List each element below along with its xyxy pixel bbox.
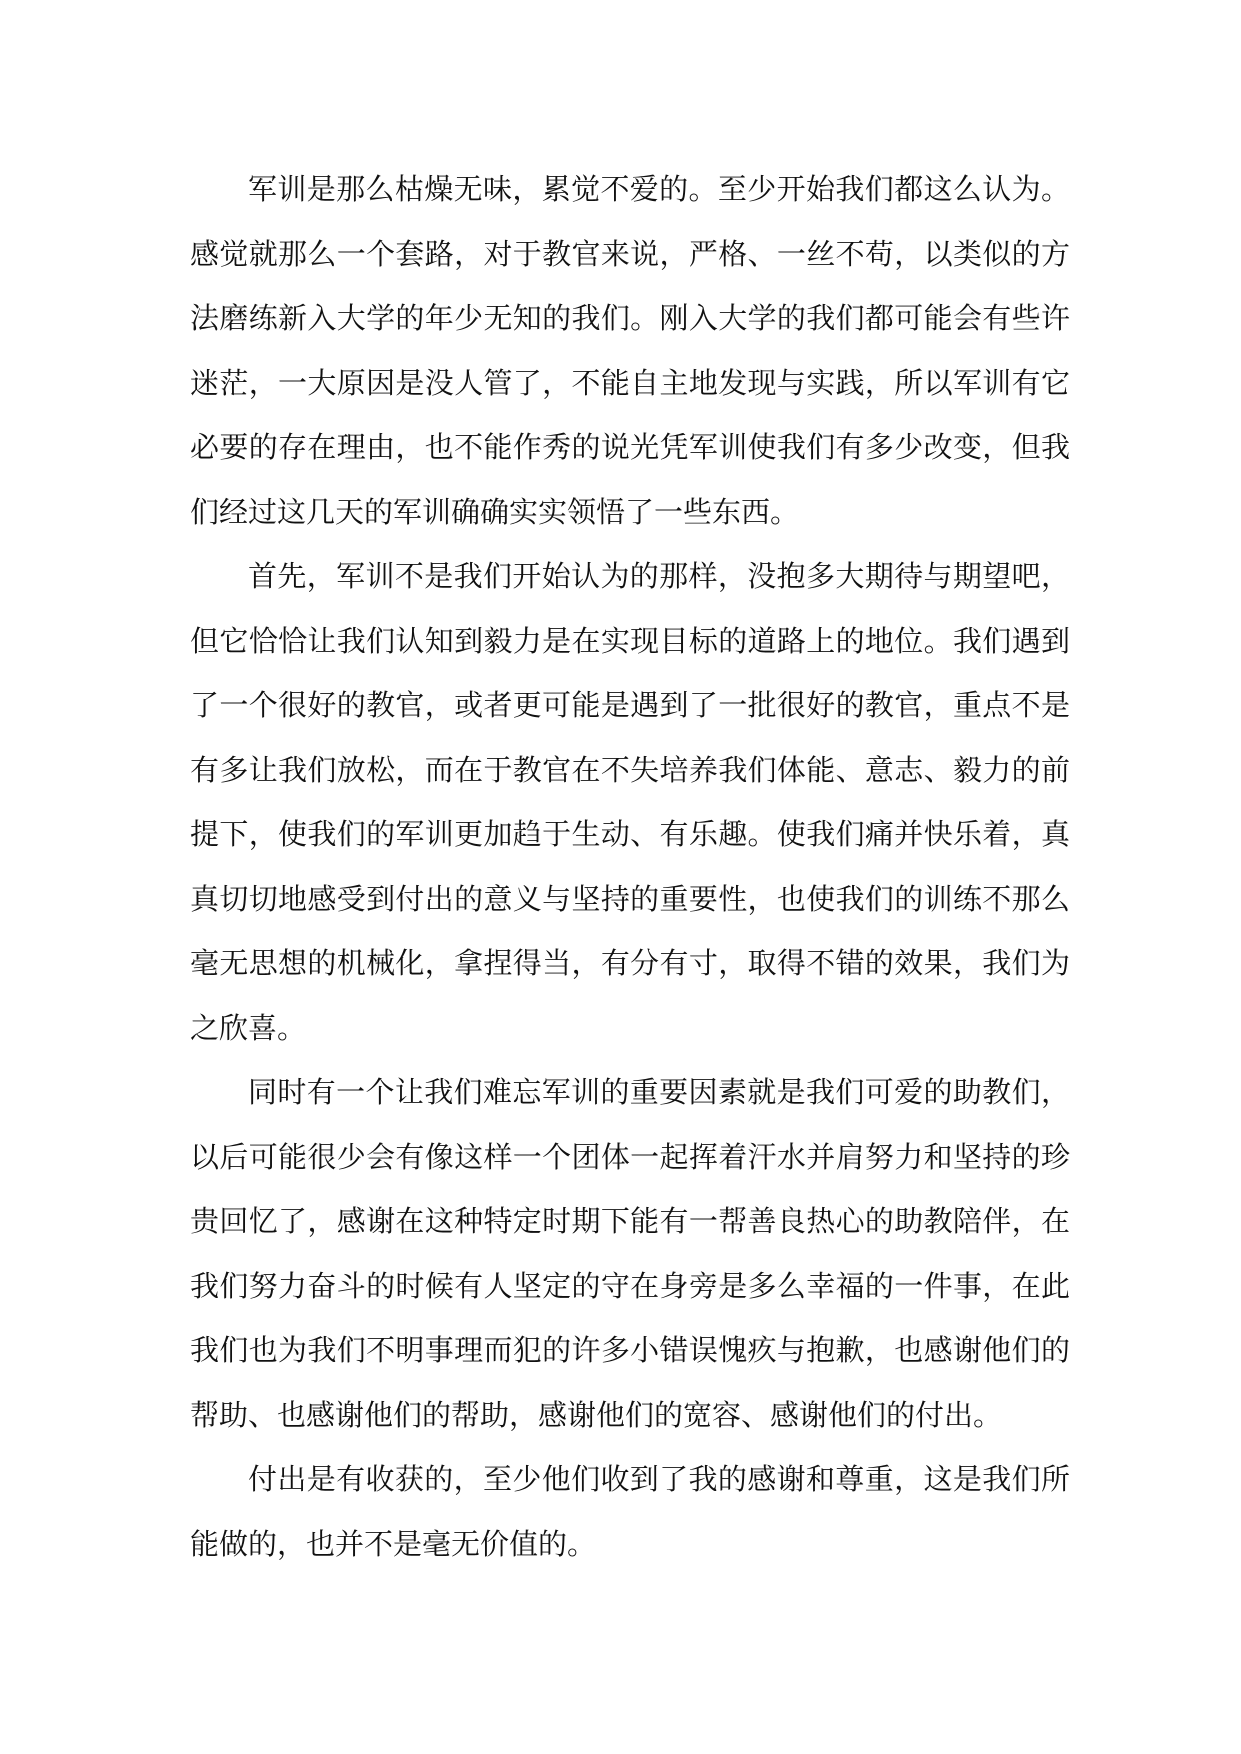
paragraph-3: 同时有一个让我们难忘军训的重要因素就是我们可爱的助教们，以后可能很少会有像这样一个团体一起挥着汗水并肩努力和坚持的珍贵回忆了，感谢在这种特定时期下能有一帮善良热心的助教陪伴，在我们努力奋斗的时候有人坚定的守在身旁是多么幸福的一件事，在此我们也为我们不明事理而犯的许多小错误愧疚与抱歉，也感谢他们的帮助、也感谢他们的帮助，感谢他们的宽容、感谢他们的付出。 [190,1075,1070,1432]
paragraph-4: 付出是有收获的，至少他们收到了我的感谢和尊重，这是我们所能做的，也并不是毫无价值的。 [190,1462,1070,1561]
paragraph-2: 首先，军训不是我们开始认为的那样，没抱多大期待与期望吧，但它恰恰让我们认知到毅力是在实现目标的道路上的地位。我们遇到了一个很好的教官，或者更可能是遇到了一批很好的教官，重点不是有多让我们放松，而在于教官在不失培养我们体能、意志、毅力的前提下，使我们的军训更加趋于生动、有乐趣。使我们痛并快乐着，真真切切地感受到付出的意义与坚持的重要性，也使我们的训练不那么毫无思想的机械化，拿捏得当，有分有寸，取得不错的效果，我们为之欣喜。 [190,559,1070,1045]
body-text [190,157,1070,1576]
paragraph-1: 军训是那么枯燥无味，累觉不爱的。至少开始我们都这么认为。感觉就那么一个套路，对于教官来说，严格、一丝不苟，以类似的方法磨练新入大学的年少无知的我们。刚入大学的我们都可能会有些许迷茫，一大原因是没人管了，不能自主地发现与实践，所以军训有它必要的存在理由，也不能作秀的说光凭军训使我们有多少改变，但我们经过这几天的军训确确实实领悟了一些东西。 [190,172,1070,529]
